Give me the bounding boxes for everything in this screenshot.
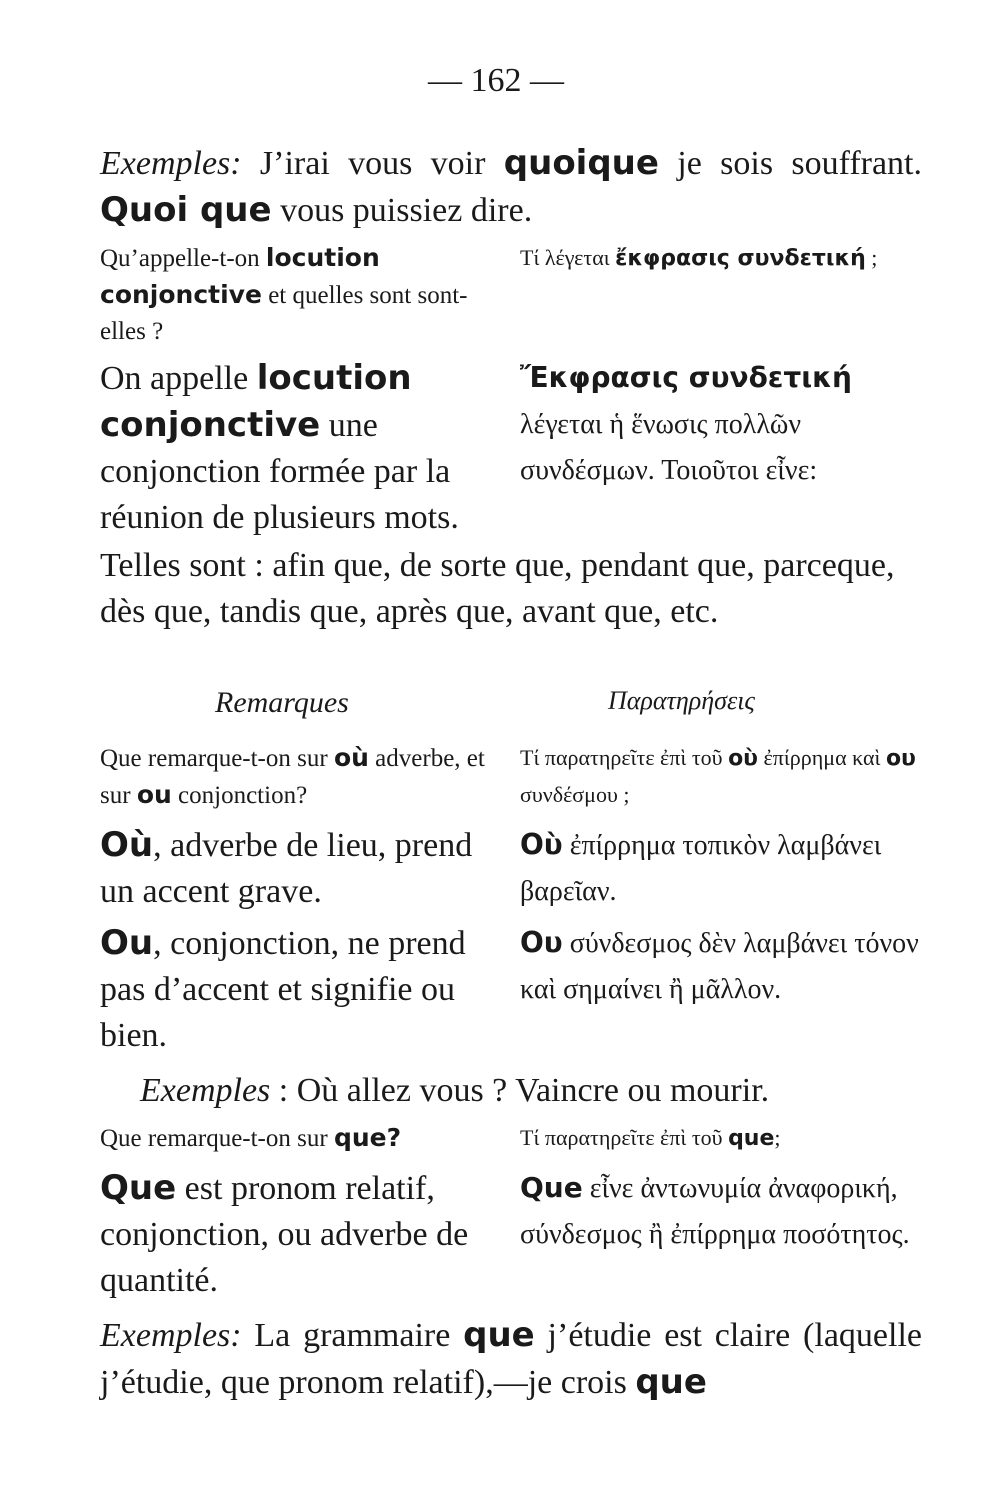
text: et quelles sont sont-elles ? [100, 282, 468, 345]
question-fr-2 [100, 740, 500, 814]
bold-term: que [728, 1126, 775, 1151]
text: Τί παρατηρεῖτε ἐπὶ τοῦ [520, 745, 729, 770]
bold-term: οὺ [728, 746, 759, 771]
bold-term: ἔκφρασις συνδετική [615, 246, 866, 271]
text: λέγεται ἡ ἕνωσις πολλῶν συνδέσμων. Τοιοῦτοι εἶνε: [520, 409, 818, 486]
text: ἐπίρρημα καὶ [758, 745, 886, 770]
answer-gr-4 [520, 1165, 922, 1258]
text: j’étudie est claire (laquelle j’étudie, que pronom relatif),—je crois [100, 1317, 922, 1401]
text: une conjonction formée par la réunion de plusieurs mots. [100, 407, 459, 536]
answer-fr-3 [100, 920, 500, 1059]
question-fr-3 [100, 1120, 500, 1157]
text: ; [865, 245, 878, 270]
example-paragraph-1 [100, 140, 922, 234]
text: Qu’appelle-t-on [100, 245, 266, 272]
remarks-heading-fr: Remarques [215, 686, 349, 719]
text: vous puissiez dire. [271, 192, 533, 229]
remarks-heading-gr: Παρατηρήσεις [608, 686, 755, 715]
text: Τί παρατηρεῖτε ἐπὶ τοῦ [520, 1125, 729, 1150]
bold-term: que [635, 1362, 707, 1402]
question-gr-2 [520, 740, 922, 813]
question-gr-1 [520, 240, 922, 277]
text: ἐπίρρημα τοπικὸν λαμβάνει βαρεῖαν. [520, 830, 882, 907]
telles-paragraph: Telles sont : afin que, de sorte que, pendant que, parceque, dès que, tandis que, après que, avant que, etc. [100, 547, 895, 630]
text: εἶνε ἀντωνυμία ἀναφορική, σύνδεσμος ἢ ἐπίρρημα ποσότητος. [520, 1173, 910, 1250]
bold-term: Ου [520, 926, 563, 959]
example-label: Exemples: [100, 145, 242, 182]
bold-term: Que [520, 1171, 583, 1204]
bold-term: Ἔκφρασις συνδετική [520, 361, 852, 394]
bold-term: quoique [503, 143, 659, 183]
text: Que remarque-t-on sur [100, 1125, 334, 1152]
bold-term: où [333, 743, 369, 772]
text: ; [774, 1125, 781, 1150]
text: σύνδεσμος δὲν λαμβάνει τόνον καὶ σημαίνει ἢ μᾶλλον. [520, 928, 919, 1005]
page-number: — 162 — [428, 62, 564, 99]
question-fr-1 [100, 240, 500, 350]
answer-gr-2 [520, 822, 922, 915]
bold-term: ou [136, 780, 172, 809]
bold-term: que? [333, 1123, 402, 1152]
text: Que remarque-t-on sur [100, 745, 334, 772]
text: συνδέσμου ; [520, 782, 630, 807]
example-paragraph-2 [140, 1068, 922, 1114]
text: J’irai vous voir [241, 145, 504, 182]
answer-fr-1 [100, 355, 520, 541]
text: est pronom relatif, conjonction, ou adverbe de quantité. [100, 1170, 469, 1299]
example-label: Exemples [140, 1072, 271, 1109]
bold-term: Où [100, 825, 154, 865]
bold-term: ου [885, 746, 916, 771]
example-paragraph-3 [100, 1312, 922, 1406]
bold-term: Quoi que [100, 190, 272, 230]
bold-term: Que [100, 1168, 177, 1208]
answer-gr-1 [520, 355, 922, 494]
answer-gr-3 [520, 920, 922, 1013]
question-gr-3 [520, 1120, 922, 1157]
text: je sois souffrant. [658, 145, 922, 182]
example-label: Exemples: [100, 1317, 242, 1354]
text: La grammaire [241, 1317, 464, 1354]
text: conjonction? [171, 782, 308, 809]
text: On appelle [100, 360, 257, 397]
bold-term: locution conjonctive [100, 243, 380, 309]
text: , conjonction, ne prend pas d’accent et signifie ou bien. [100, 925, 466, 1054]
bold-term: Οὺ [520, 828, 563, 861]
text: : Où allez vous ? Vaincre ou mourir. [270, 1072, 770, 1109]
bold-term: Ou [100, 923, 154, 963]
text: , adverbe de lieu, prend un accent grave. [100, 827, 473, 910]
text: Τί λέγεται [520, 245, 616, 270]
text: adverbe, et sur [100, 745, 485, 809]
bold-term: locution conjonctive [100, 358, 412, 445]
answer-fr-4 [100, 1165, 500, 1304]
answer-fr-2 [100, 822, 500, 915]
bold-term: que [463, 1315, 535, 1355]
